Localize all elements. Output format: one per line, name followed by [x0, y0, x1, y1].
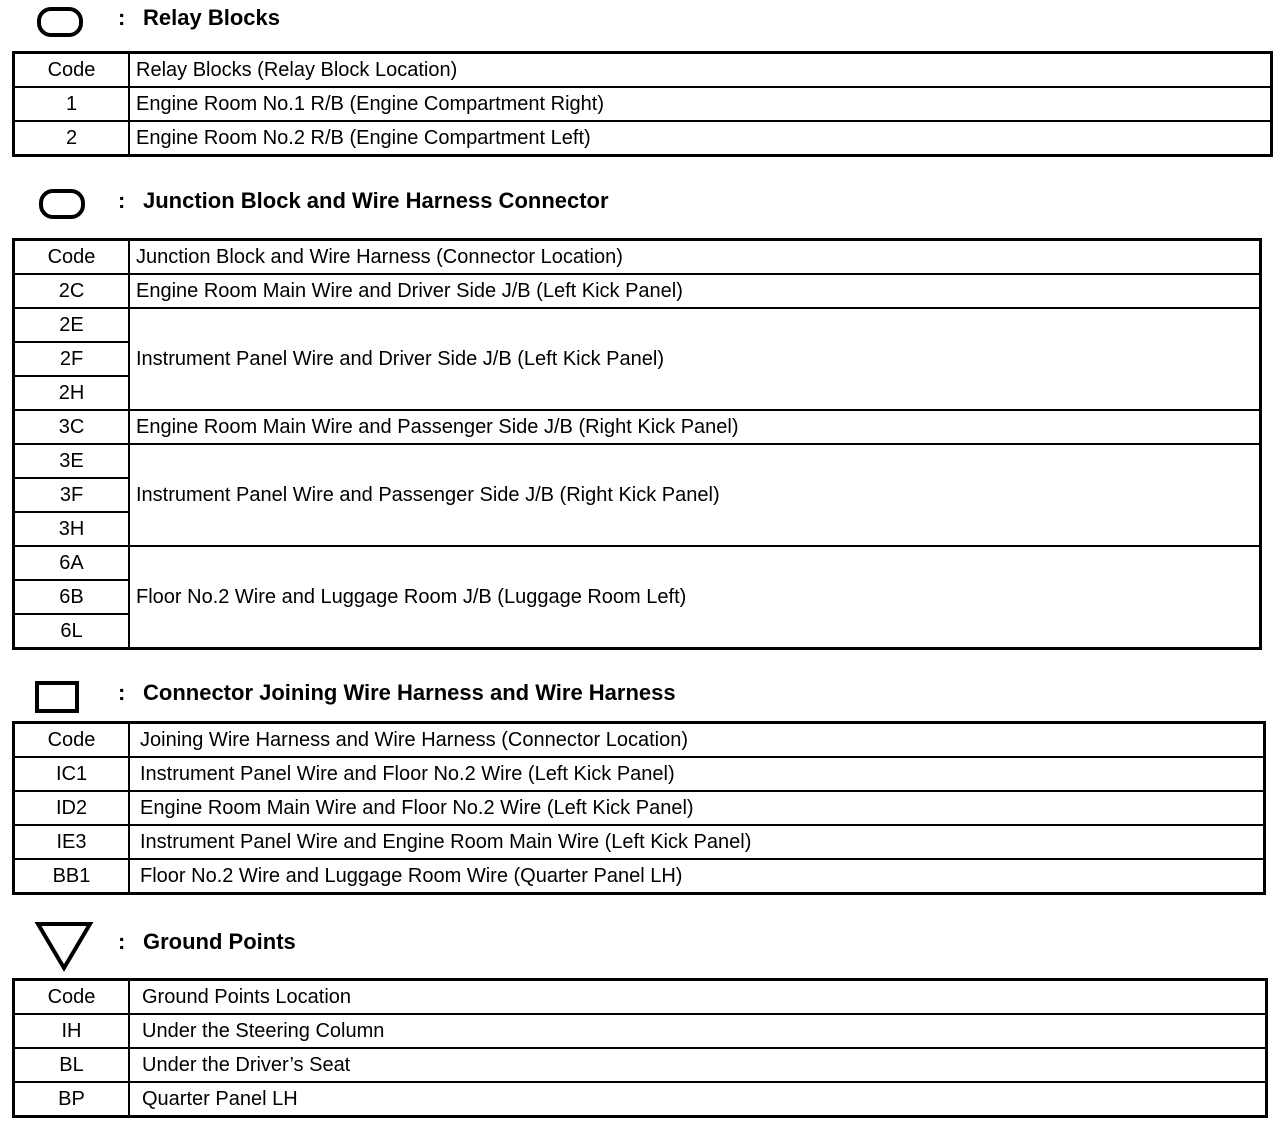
code-cell: 6A [14, 546, 130, 580]
code-cell: 6B [14, 580, 130, 614]
location-cell: Floor No.2 Wire and Luggage Room Wire (Quarter Panel LH) [129, 859, 1265, 894]
location-cell: Under the Steering Column [129, 1014, 1267, 1048]
table-header-row [14, 240, 1261, 275]
code-cell: BP [14, 1082, 130, 1117]
location-cell: Under the Driver’s Seat [129, 1048, 1267, 1082]
location-header: Relay Blocks (Relay Block Location) [129, 53, 1272, 88]
table-row [14, 274, 1261, 308]
relay-blocks-title: Relay Blocks [143, 5, 280, 30]
location-header: Joining Wire Harness and Wire Harness (Connector Location) [129, 723, 1265, 758]
table-row [14, 757, 1265, 791]
relay-block-symbol-icon [36, 6, 86, 38]
location-cell: Engine Room Main Wire and Passenger Side J/B (Right Kick Panel) [129, 410, 1261, 444]
location-cell: Instrument Panel Wire and Engine Room Main Wire (Left Kick Panel) [129, 825, 1265, 859]
code-cell: 3C [14, 410, 130, 444]
location-cell: Quarter Panel LH [129, 1082, 1267, 1117]
location-header: Ground Points Location [129, 980, 1267, 1015]
ground-points-title: Ground Points [143, 929, 296, 954]
table-row [14, 444, 1261, 478]
code-header: Code [14, 240, 130, 275]
junction-block-table [12, 238, 1262, 650]
code-cell: 3H [14, 512, 130, 546]
connector-heading [0, 676, 1280, 716]
table-header-row [14, 723, 1265, 758]
code-cell: 3F [14, 478, 130, 512]
code-header: Code [14, 723, 130, 758]
code-cell: IH [14, 1014, 130, 1048]
location-cell: Engine Room No.1 R/B (Engine Compartment Right) [129, 87, 1272, 121]
table-row [14, 308, 1261, 342]
location-cell: Engine Room No.2 R/B (Engine Compartment Left) [129, 121, 1272, 156]
location-cell: Engine Room Main Wire and Driver Side J/B (Left Kick Panel) [129, 274, 1261, 308]
code-cell: ID2 [14, 791, 130, 825]
table-row [14, 1082, 1267, 1117]
table-row [14, 859, 1265, 894]
code-header: Code [14, 980, 130, 1015]
code-cell: 2C [14, 274, 130, 308]
table-row [14, 121, 1272, 156]
junction-block-heading [0, 184, 1280, 224]
location-header: Junction Block and Wire Harness (Connector Location) [129, 240, 1261, 275]
location-cell: Engine Room Main Wire and Floor No.2 Wire (Left Kick Panel) [129, 791, 1265, 825]
junction-block-colon: : [118, 188, 126, 213]
table-row [14, 87, 1272, 121]
code-cell: 2 [14, 121, 130, 156]
code-cell: IE3 [14, 825, 130, 859]
relay-blocks-table [12, 51, 1273, 157]
connector-title: Connector Joining Wire Harness and Wire Harness [143, 680, 676, 705]
relay-blocks-colon: : [118, 5, 126, 30]
code-cell: 6L [14, 614, 130, 649]
ground-points-colon: : [118, 929, 126, 954]
ground-point-symbol-icon [34, 920, 94, 972]
ground-points-heading [0, 920, 1280, 960]
connector-colon: : [118, 680, 126, 705]
connector-symbol-icon [34, 680, 84, 716]
code-cell: 2F [14, 342, 130, 376]
connector-table [12, 721, 1266, 895]
table-header-row [14, 980, 1267, 1015]
code-cell: BL [14, 1048, 130, 1082]
location-cell: Floor No.2 Wire and Luggage Room J/B (Luggage Room Left) [129, 546, 1261, 649]
junction-block-symbol-icon [38, 188, 88, 220]
ground-points-table [12, 978, 1268, 1118]
table-header-row [14, 53, 1272, 88]
table-row [14, 791, 1265, 825]
location-cell: Instrument Panel Wire and Passenger Side J/B (Right Kick Panel) [129, 444, 1261, 546]
code-cell: 2H [14, 376, 130, 410]
code-cell: 1 [14, 87, 130, 121]
table-row [14, 1014, 1267, 1048]
junction-block-title: Junction Block and Wire Harness Connector [143, 188, 609, 213]
table-row [14, 825, 1265, 859]
code-cell: 2E [14, 308, 130, 342]
table-row [14, 410, 1261, 444]
code-header: Code [14, 53, 130, 88]
table-row [14, 1048, 1267, 1082]
table-row [14, 546, 1261, 580]
code-cell: 3E [14, 444, 130, 478]
code-cell: BB1 [14, 859, 130, 894]
location-cell: Instrument Panel Wire and Floor No.2 Wire (Left Kick Panel) [129, 757, 1265, 791]
location-cell: Instrument Panel Wire and Driver Side J/B (Left Kick Panel) [129, 308, 1261, 410]
code-cell: IC1 [14, 757, 130, 791]
relay-blocks-heading [0, 0, 1280, 40]
